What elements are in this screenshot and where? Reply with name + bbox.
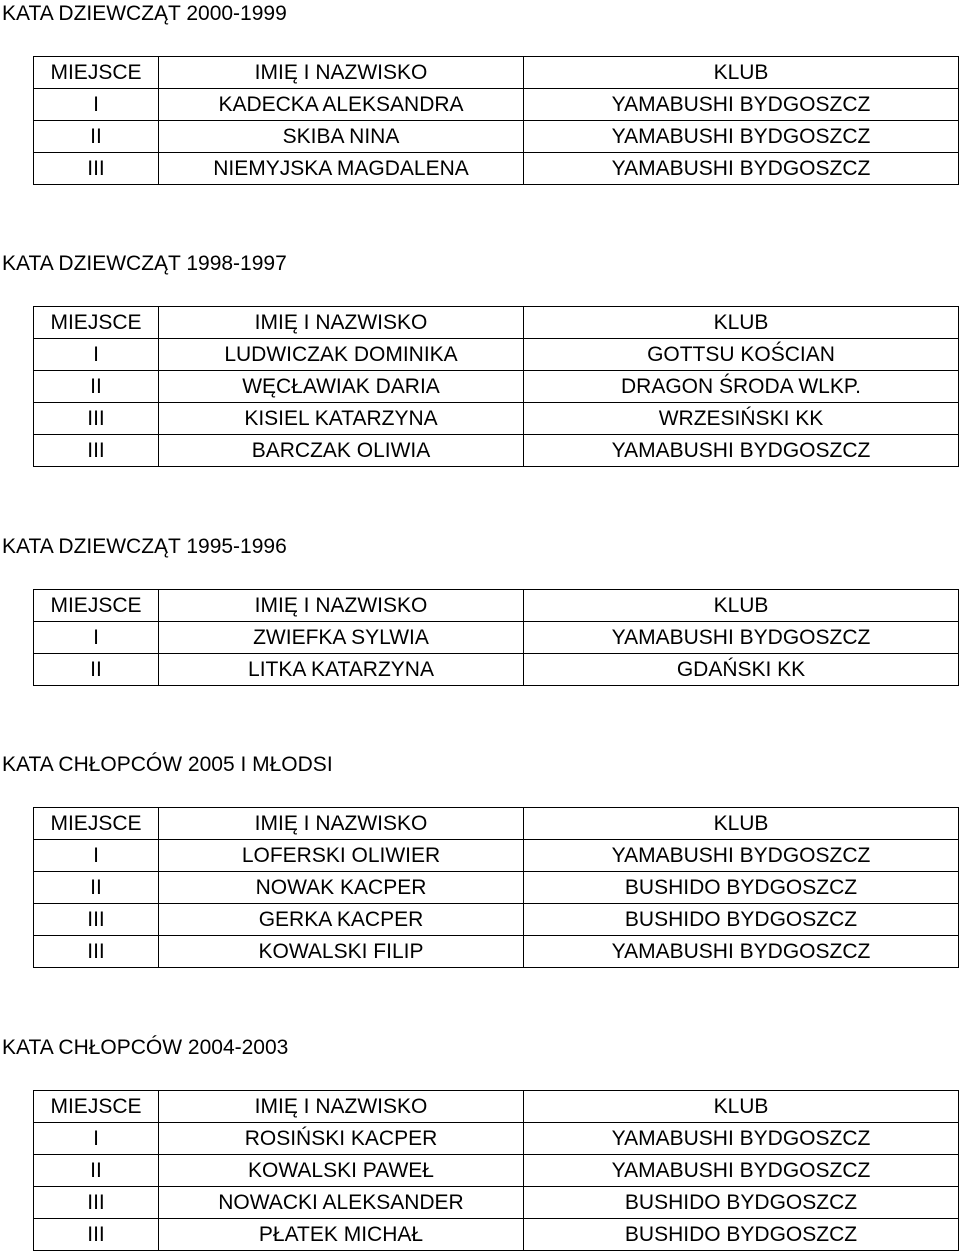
results-table bbox=[33, 306, 959, 467]
table-row bbox=[34, 622, 959, 654]
name-cell: ZWIEFKA SYLWIA bbox=[159, 622, 524, 654]
place-cell: I bbox=[34, 1123, 159, 1155]
header-name: IMIĘ I NAZWISKO bbox=[159, 57, 524, 89]
section-title: KATA CHŁOPCÓW 2005 I MŁODSI bbox=[2, 753, 333, 776]
header-club: KLUB bbox=[524, 57, 959, 89]
header-name: IMIĘ I NAZWISKO bbox=[159, 307, 524, 339]
name-cell: BARCZAK OLIWIA bbox=[159, 435, 524, 467]
table-row bbox=[34, 654, 959, 686]
header-place: MIEJSCE bbox=[34, 307, 159, 339]
name-cell: KADECKA ALEKSANDRA bbox=[159, 89, 524, 121]
header-club: KLUB bbox=[524, 808, 959, 840]
header-place: MIEJSCE bbox=[34, 1091, 159, 1123]
table-row bbox=[34, 403, 959, 435]
club-cell: WRZESIŃSKI KK bbox=[524, 403, 959, 435]
club-cell: YAMABUSHI BYDGOSZCZ bbox=[524, 840, 959, 872]
table-row bbox=[34, 1187, 959, 1219]
place-cell: III bbox=[34, 435, 159, 467]
name-cell: PŁATEK MICHAŁ bbox=[159, 1219, 524, 1251]
name-cell: KOWALSKI PAWEŁ bbox=[159, 1155, 524, 1187]
results-table bbox=[33, 589, 959, 686]
club-cell: BUSHIDO BYDGOSZCZ bbox=[524, 1187, 959, 1219]
name-cell: LUDWICZAK DOMINIKA bbox=[159, 339, 524, 371]
place-cell: III bbox=[34, 936, 159, 968]
place-cell: I bbox=[34, 840, 159, 872]
table-row bbox=[34, 1155, 959, 1187]
section-title: KATA DZIEWCZĄT 1998-1997 bbox=[2, 252, 287, 275]
section-title: KATA DZIEWCZĄT 2000-1999 bbox=[2, 2, 287, 25]
place-cell: III bbox=[34, 904, 159, 936]
name-cell: LITKA KATARZYNA bbox=[159, 654, 524, 686]
place-cell: I bbox=[34, 622, 159, 654]
header-name: IMIĘ I NAZWISKO bbox=[159, 590, 524, 622]
table-row bbox=[34, 339, 959, 371]
header-place: MIEJSCE bbox=[34, 808, 159, 840]
place-cell: III bbox=[34, 153, 159, 185]
name-cell: KISIEL KATARZYNA bbox=[159, 403, 524, 435]
table-header-row bbox=[34, 307, 959, 339]
results-table bbox=[33, 1090, 959, 1251]
table-row bbox=[34, 840, 959, 872]
table-header-row bbox=[34, 808, 959, 840]
place-cell: II bbox=[34, 1155, 159, 1187]
place-cell: III bbox=[34, 1187, 159, 1219]
table-row bbox=[34, 371, 959, 403]
results-table bbox=[33, 56, 959, 185]
table-row bbox=[34, 1123, 959, 1155]
header-place: MIEJSCE bbox=[34, 57, 159, 89]
table-row bbox=[34, 89, 959, 121]
table-row bbox=[34, 153, 959, 185]
table-row bbox=[34, 936, 959, 968]
place-cell: II bbox=[34, 371, 159, 403]
place-cell: II bbox=[34, 121, 159, 153]
table-row bbox=[34, 904, 959, 936]
place-cell: III bbox=[34, 403, 159, 435]
table-row bbox=[34, 1219, 959, 1251]
header-name: IMIĘ I NAZWISKO bbox=[159, 808, 524, 840]
name-cell: NOWACKI ALEKSANDER bbox=[159, 1187, 524, 1219]
name-cell: ROSIŃSKI KACPER bbox=[159, 1123, 524, 1155]
table-header-row bbox=[34, 590, 959, 622]
place-cell: II bbox=[34, 654, 159, 686]
results-table bbox=[33, 807, 959, 968]
club-cell: YAMABUSHI BYDGOSZCZ bbox=[524, 622, 959, 654]
header-club: KLUB bbox=[524, 590, 959, 622]
club-cell: YAMABUSHI BYDGOSZCZ bbox=[524, 121, 959, 153]
name-cell: NOWAK KACPER bbox=[159, 872, 524, 904]
club-cell: YAMABUSHI BYDGOSZCZ bbox=[524, 1155, 959, 1187]
club-cell: GOTTSU KOŚCIAN bbox=[524, 339, 959, 371]
club-cell: DRAGON ŚRODA WLKP. bbox=[524, 371, 959, 403]
table-header-row bbox=[34, 57, 959, 89]
club-cell: BUSHIDO BYDGOSZCZ bbox=[524, 872, 959, 904]
club-cell: YAMABUSHI BYDGOSZCZ bbox=[524, 89, 959, 121]
name-cell: WĘCŁAWIAK DARIA bbox=[159, 371, 524, 403]
name-cell: KOWALSKI FILIP bbox=[159, 936, 524, 968]
place-cell: I bbox=[34, 89, 159, 121]
table-row bbox=[34, 872, 959, 904]
name-cell: LOFERSKI OLIWIER bbox=[159, 840, 524, 872]
section-title: KATA CHŁOPCÓW 2004-2003 bbox=[2, 1036, 289, 1059]
club-cell: YAMABUSHI BYDGOSZCZ bbox=[524, 936, 959, 968]
table-row bbox=[34, 121, 959, 153]
name-cell: GERKA KACPER bbox=[159, 904, 524, 936]
header-club: KLUB bbox=[524, 307, 959, 339]
header-name: IMIĘ I NAZWISKO bbox=[159, 1091, 524, 1123]
name-cell: NIEMYJSKA MAGDALENA bbox=[159, 153, 524, 185]
header-place: MIEJSCE bbox=[34, 590, 159, 622]
place-cell: III bbox=[34, 1219, 159, 1251]
club-cell: GDAŃSKI KK bbox=[524, 654, 959, 686]
table-header-row bbox=[34, 1091, 959, 1123]
place-cell: I bbox=[34, 339, 159, 371]
name-cell: SKIBA NINA bbox=[159, 121, 524, 153]
club-cell: YAMABUSHI BYDGOSZCZ bbox=[524, 1123, 959, 1155]
club-cell: YAMABUSHI BYDGOSZCZ bbox=[524, 153, 959, 185]
place-cell: II bbox=[34, 872, 159, 904]
club-cell: YAMABUSHI BYDGOSZCZ bbox=[524, 435, 959, 467]
table-row bbox=[34, 435, 959, 467]
section-title: KATA DZIEWCZĄT 1995-1996 bbox=[2, 535, 287, 558]
club-cell: BUSHIDO BYDGOSZCZ bbox=[524, 1219, 959, 1251]
header-club: KLUB bbox=[524, 1091, 959, 1123]
club-cell: BUSHIDO BYDGOSZCZ bbox=[524, 904, 959, 936]
